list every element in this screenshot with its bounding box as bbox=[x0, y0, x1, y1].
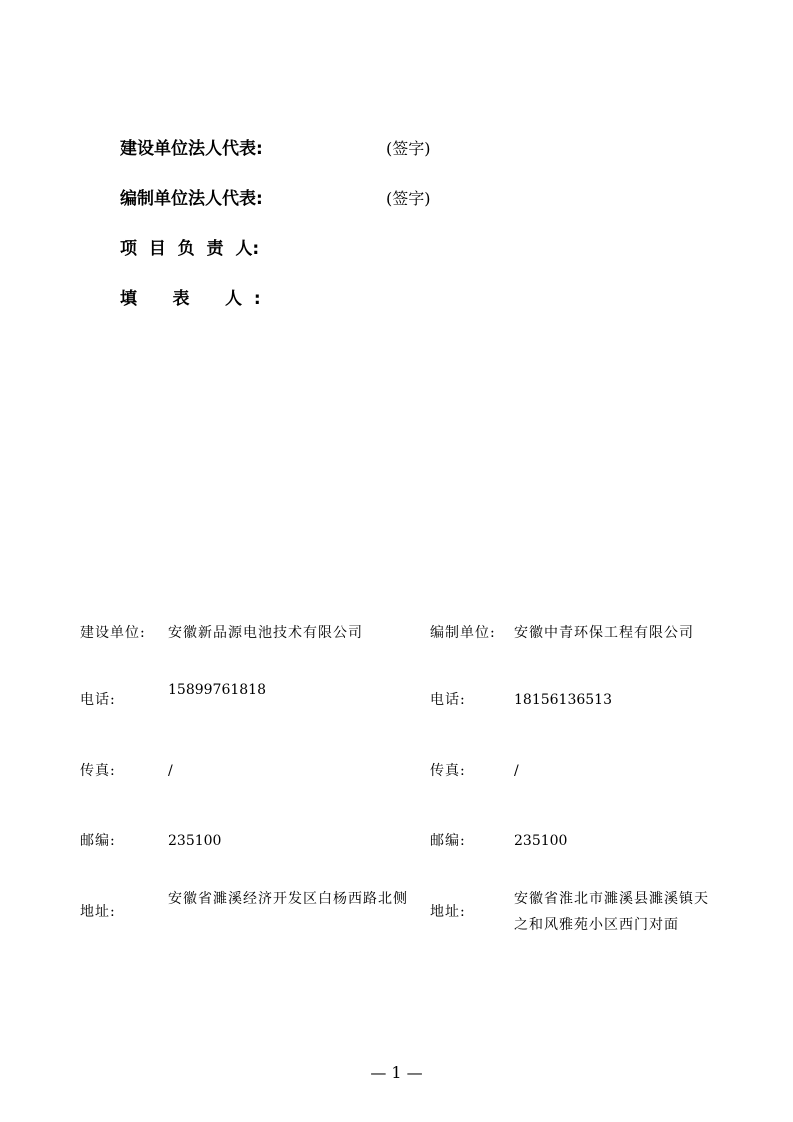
construction-fax-value: / bbox=[168, 763, 173, 779]
compiler-legal-rep-label: 编制单位法人代表: bbox=[120, 189, 263, 209]
construction-unit-value: 安徽新品源电池技术有限公司 bbox=[168, 625, 363, 641]
compiling-phone-value: 18156136513 bbox=[514, 692, 612, 708]
construction-legal-rep-label: 建设单位法人代表: bbox=[120, 139, 263, 159]
form-filler-label: 填 表 人 : bbox=[120, 289, 261, 309]
compiling-phone-label: 电话: bbox=[430, 692, 466, 708]
compiling-address-value: 安徽省淮北市濉溪县濉溪镇天之和风雅苑小区西门对面 bbox=[514, 891, 709, 933]
construction-unit-label: 建设单位: bbox=[80, 625, 146, 641]
project-leader-label: 项 目 负 责 人: bbox=[120, 239, 260, 259]
construction-address-value: 安徽省濉溪经济开发区白杨西路北侧 bbox=[168, 891, 408, 907]
construction-fax-label: 传真: bbox=[80, 763, 116, 779]
construction-zip-label: 邮编: bbox=[80, 833, 116, 849]
construction-legal-rep-sign-note: (签字) bbox=[386, 139, 431, 158]
compiler-legal-rep-sign-note: (签字) bbox=[386, 189, 431, 208]
construction-zip-value: 235100 bbox=[168, 833, 222, 849]
compiling-zip-label: 邮编: bbox=[430, 833, 466, 849]
construction-phone-value: 15899761818 bbox=[168, 682, 266, 698]
compiling-fax-label: 传真: bbox=[430, 763, 466, 779]
compiling-unit-value: 安徽中青环保工程有限公司 bbox=[514, 625, 694, 641]
compiling-fax-value: / bbox=[514, 763, 519, 779]
compiling-zip-value: 235100 bbox=[514, 833, 568, 849]
construction-address-label: 地址: bbox=[80, 904, 116, 920]
compiling-address-label: 地址: bbox=[430, 904, 466, 920]
compiling-unit-label: 编制单位: bbox=[430, 625, 496, 641]
construction-phone-label: 电话: bbox=[80, 692, 116, 708]
page-number: — 1 — bbox=[370, 1063, 423, 1082]
